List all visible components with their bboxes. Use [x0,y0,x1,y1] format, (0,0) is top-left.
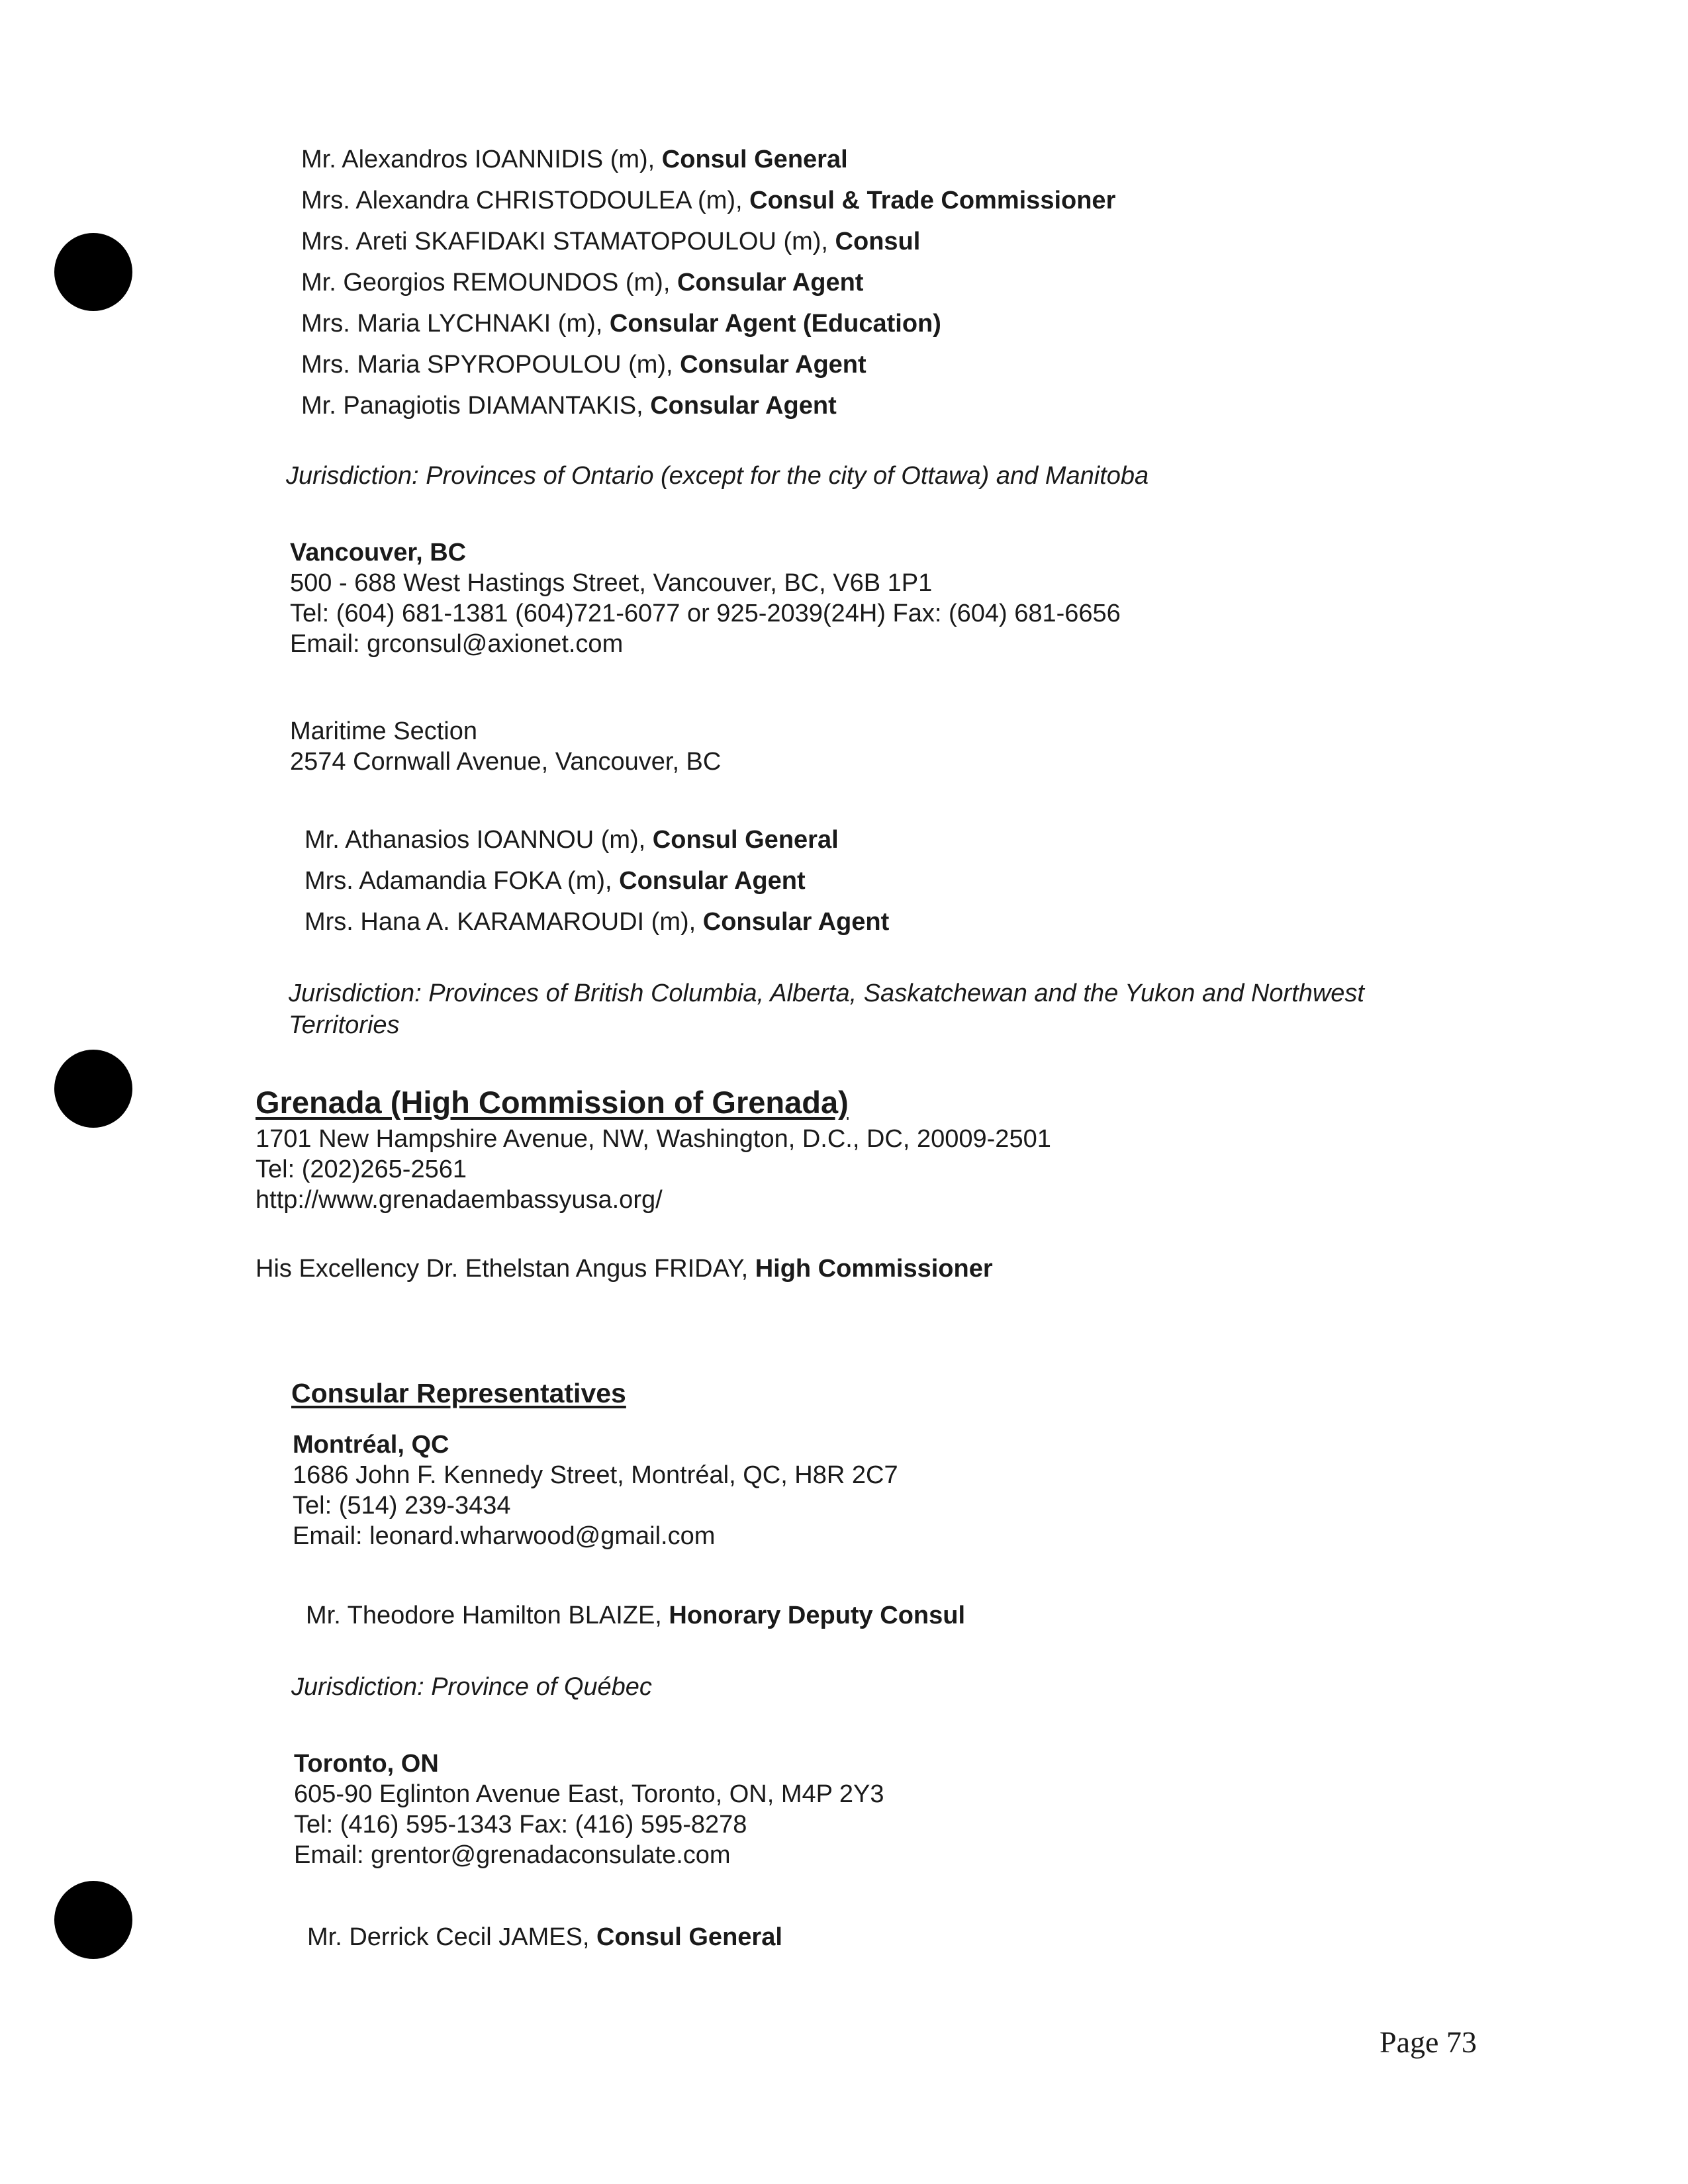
staff-title: Consular Agent [702,908,890,936]
staff-name: Mr. Theodore Hamilton BLAIZE, [306,1602,669,1629]
embassy-address: 1701 New Hampshire Avenue, NW, Washington, D.C., DC, 20009-2501 [256,1125,1051,1153]
office-city: Vancouver, BC [290,539,467,567]
staff-title: Consul General [652,826,839,854]
office-phone: Tel: (604) 681-1381 (604)721-6077 or 925-2039(24H) Fax: (604) 681-6656 [290,600,1121,627]
punch-hole [54,1050,132,1128]
staff-title: Consular Agent (Education) [609,310,941,338]
staff-name: His Excellency Dr. Ethelstan Angus FRIDAY, [256,1255,755,1283]
staff-title: Consular Agent [680,351,867,379]
staff-line [305,866,806,896]
country-heading: Grenada (High Commission of Grenada) [256,1085,849,1120]
maritime-section-label: Maritime Section [290,717,477,745]
staff-name: Mrs. Maria LYCHNAKI (m), [301,310,610,338]
staff-title: Consul & Trade Commissioner [749,187,1116,214]
punch-hole [54,233,132,311]
office-email: Email: leonard.wharwood@gmail.com [293,1522,716,1550]
staff-line [307,1922,782,1952]
staff-name: Mr. Panagiotis DIAMANTAKIS, [301,392,651,420]
staff-line [301,267,863,298]
office-phone: Tel: (416) 595-1343 Fax: (416) 595-8278 [294,1811,747,1839]
office-email: Email: grconsul@axionet.com [290,630,624,658]
staff-title: Consul [835,228,921,255]
staff-line [301,226,920,257]
staff-name: Mr. Georgios REMOUNDOS (m), [301,269,677,296]
office-address: 605-90 Eglinton Avenue East, Toronto, ON, M4P 2Y3 [294,1780,884,1808]
embassy-website: http://www.grenadaembassyusa.org/ [256,1186,663,1214]
staff-name: Mr. Athanasios IOANNOU (m), [305,826,653,854]
staff-name: Mrs. Alexandra CHRISTODOULEA (m), [301,187,750,214]
staff-line [301,390,837,421]
staff-line [305,825,839,855]
staff-line [301,308,941,339]
office-phone: Tel: (514) 239-3434 [293,1492,511,1520]
page-number: Page 73 [1380,2025,1477,2059]
jurisdiction-text: Territories [289,1011,400,1039]
office-email: Email: grentor@grenadaconsulate.com [294,1841,731,1869]
staff-name: Mr. Derrick Cecil JAMES, [307,1923,597,1951]
office-city: Toronto, ON [294,1750,439,1778]
jurisdiction-text: Jurisdiction: Provinces of Ontario (except for the city of Ottawa) and Manitoba [286,462,1149,490]
staff-title: Consul General [596,1923,782,1951]
staff-title: Honorary Deputy Consul [669,1602,966,1629]
office-address: 500 - 688 West Hastings Street, Vancouver, BC, V6B 1P1 [290,569,933,597]
staff-name: Mrs. Adamandia FOKA (m), [305,867,620,895]
staff-title: High Commissioner [755,1255,993,1283]
office-address: 1686 John F. Kennedy Street, Montréal, QC, H8R 2C7 [293,1461,898,1489]
embassy-phone: Tel: (202)265-2561 [256,1156,467,1183]
staff-line [305,907,889,937]
maritime-section-address: 2574 Cornwall Avenue, Vancouver, BC [290,748,722,776]
staff-title: Consular Agent [650,392,837,420]
staff-line [306,1600,965,1631]
staff-name: Mrs. Maria SPYROPOULOU (m), [301,351,680,379]
jurisdiction-text: Jurisdiction: Provinces of British Columbia, Alberta, Saskatchewan and the Yukon and Northwest [289,979,1364,1007]
staff-name: Mrs. Areti SKAFIDAKI STAMATOPOULOU (m), [301,228,835,255]
staff-line [301,144,848,175]
section-heading: Consular Representatives [291,1378,626,1408]
staff-title: Consular Agent [677,269,864,296]
staff-line [301,185,1115,216]
office-city: Montréal, QC [293,1431,449,1459]
staff-title: Consul General [661,146,848,173]
punch-hole [54,1881,132,1959]
staff-line [301,349,867,380]
jurisdiction-text: Jurisdiction: Province of Québec [291,1673,652,1701]
staff-name: Mrs. Hana A. KARAMAROUDI (m), [305,908,703,936]
head-of-mission [256,1253,993,1284]
staff-title: Consular Agent [619,867,806,895]
staff-name: Mr. Alexandros IOANNIDIS (m), [301,146,662,173]
